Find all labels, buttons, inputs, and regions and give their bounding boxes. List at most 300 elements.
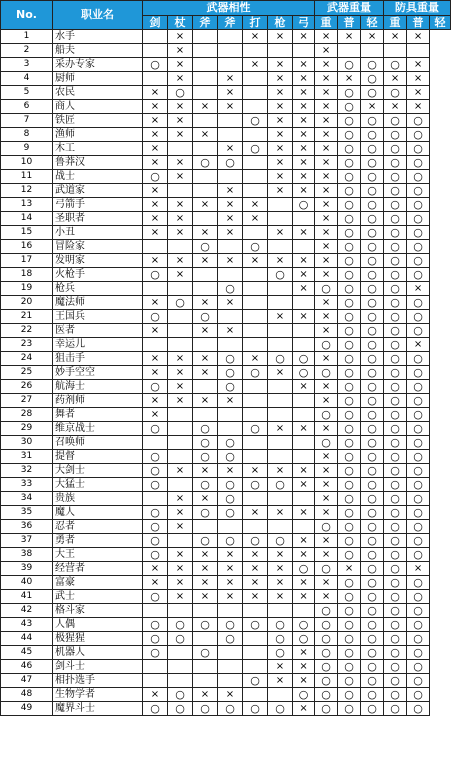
job-name: 商人 [53,100,143,114]
circle-mark: ○ [315,632,338,646]
circle-mark: ○ [384,366,407,380]
empty-cell [268,240,293,254]
empty-cell [168,422,193,436]
cross-mark: × [315,450,338,464]
empty-cell [218,128,243,142]
circle-mark: ○ [361,128,384,142]
job-name: 忍者 [53,520,143,534]
circle-mark: ○ [361,338,384,352]
cross-mark: × [293,380,315,394]
cross-mark: × [218,576,243,590]
circle-mark: ○ [407,548,430,562]
empty-cell [218,114,243,128]
circle-mark: ○ [293,632,315,646]
circle-mark: ○ [268,268,293,282]
circle-mark: ○ [361,366,384,380]
circle-mark: ○ [407,450,430,464]
circle-mark: ○ [268,646,293,660]
job-name: 维京战士 [53,422,143,436]
job-name: 航海士 [53,380,143,394]
empty-cell [168,282,193,296]
row-number: 8 [1,128,53,142]
circle-mark: ○ [384,576,407,590]
circle-mark: ○ [361,324,384,338]
cross-mark: × [143,212,168,226]
job-name: 机器人 [53,646,143,660]
job-name: 火枪手 [53,268,143,282]
empty-cell [407,44,430,58]
table-row [1,338,451,352]
table-row [1,436,451,450]
job-name: 铁匠 [53,114,143,128]
empty-cell [243,128,268,142]
table-row [1,212,451,226]
job-name: 大猛士 [53,478,143,492]
empty-cell [193,72,218,86]
circle-mark: ○ [315,646,338,660]
circle-mark: ○ [361,198,384,212]
cross-mark: × [193,366,218,380]
empty-cell [293,492,315,506]
empty-cell [268,450,293,464]
cross-mark: × [293,548,315,562]
job-name: 农民 [53,86,143,100]
job-name: 大王 [53,548,143,562]
circle-mark: ○ [384,184,407,198]
cross-mark: × [315,170,338,184]
row-number: 24 [1,352,53,366]
empty-cell [218,310,243,324]
circle-mark: ○ [168,702,193,716]
circle-mark: ○ [407,464,430,478]
circle-mark: ○ [243,366,268,380]
circle-mark: ○ [361,422,384,436]
cross-mark: × [338,30,361,44]
row-number: 10 [1,156,53,170]
circle-mark: ○ [315,674,338,688]
circle-mark: ○ [193,618,218,632]
cross-mark: × [168,492,193,506]
row-number: 42 [1,604,53,618]
circle-mark: ○ [168,86,193,100]
empty-cell [293,212,315,226]
row-number: 34 [1,492,53,506]
cross-mark: × [193,548,218,562]
circle-mark: ○ [361,282,384,296]
empty-cell [218,240,243,254]
circle-mark: ○ [218,506,243,520]
row-number: 17 [1,254,53,268]
empty-cell [143,240,168,254]
empty-cell [168,604,193,618]
circle-mark: ○ [293,366,315,380]
cross-mark: × [268,226,293,240]
row-number: 37 [1,534,53,548]
circle-mark: ○ [218,366,243,380]
cross-mark: × [361,100,384,114]
empty-cell [193,170,218,184]
circle-mark: ○ [338,450,361,464]
table-row [1,268,451,282]
job-name: 弓箭手 [53,198,143,212]
cross-mark: × [168,506,193,520]
circle-mark: ○ [218,156,243,170]
table-row [1,226,451,240]
cross-mark: × [218,86,243,100]
circle-mark: ○ [407,212,430,226]
circle-mark: ○ [361,478,384,492]
empty-cell [193,282,218,296]
cross-mark: × [143,408,168,422]
empty-cell [243,156,268,170]
table-row [1,562,451,576]
cross-mark: × [293,674,315,688]
circle-mark: ○ [407,226,430,240]
circle-mark: ○ [315,604,338,618]
cross-mark: × [407,562,430,576]
empty-cell [243,520,268,534]
empty-cell [243,268,268,282]
circle-mark: ○ [407,114,430,128]
circle-mark: ○ [361,254,384,268]
header-weapon-weight-2: 普 [338,16,361,30]
circle-mark: ○ [338,394,361,408]
cross-mark: × [193,226,218,240]
empty-cell [293,436,315,450]
cross-mark: × [243,58,268,72]
table-row [1,660,451,674]
circle-mark: ○ [361,618,384,632]
circle-mark: ○ [243,534,268,548]
header-armor-weight-2: 普 [407,16,430,30]
cross-mark: × [407,72,430,86]
circle-mark: ○ [407,170,430,184]
cross-mark: × [168,100,193,114]
circle-mark: ○ [338,520,361,534]
table-row [1,450,451,464]
empty-cell [193,604,218,618]
circle-mark: ○ [338,674,361,688]
empty-cell [293,338,315,352]
table-row [1,184,451,198]
job-name: 贵族 [53,492,143,506]
row-number: 9 [1,142,53,156]
empty-cell [243,296,268,310]
row-number: 28 [1,408,53,422]
cross-mark: × [315,58,338,72]
circle-mark: ○ [338,534,361,548]
circle-mark: ○ [243,618,268,632]
empty-cell [243,660,268,674]
circle-mark: ○ [243,478,268,492]
circle-mark: ○ [143,268,168,282]
cross-mark: × [168,352,193,366]
circle-mark: ○ [315,702,338,716]
circle-mark: ○ [315,660,338,674]
circle-mark: ○ [338,100,361,114]
circle-mark: ○ [338,240,361,254]
circle-mark: ○ [338,478,361,492]
cross-mark: × [315,114,338,128]
circle-mark: ○ [338,366,361,380]
circle-mark: ○ [384,338,407,352]
empty-cell [218,30,243,44]
circle-mark: ○ [384,324,407,338]
circle-mark: ○ [407,576,430,590]
row-number: 22 [1,324,53,338]
circle-mark: ○ [361,562,384,576]
cross-mark: × [143,576,168,590]
cross-mark: × [168,170,193,184]
circle-mark: ○ [218,450,243,464]
cross-mark: × [243,198,268,212]
empty-cell [168,450,193,464]
cross-mark: × [243,548,268,562]
circle-mark: ○ [384,86,407,100]
header-affinity-6: 枪 [268,16,293,30]
row-number: 41 [1,590,53,604]
row-number: 7 [1,114,53,128]
table-row [1,58,451,72]
circle-mark: ○ [384,212,407,226]
cross-mark: × [315,240,338,254]
circle-mark: ○ [407,254,430,268]
circle-mark: ○ [218,352,243,366]
table-header [1,1,451,30]
circle-mark: ○ [143,632,168,646]
circle-mark: ○ [315,408,338,422]
empty-cell [143,660,168,674]
empty-cell [168,674,193,688]
circle-mark: ○ [361,492,384,506]
circle-mark: ○ [218,436,243,450]
cross-mark: × [315,422,338,436]
circle-mark: ○ [407,604,430,618]
cross-mark: × [218,142,243,156]
cross-mark: × [243,576,268,590]
circle-mark: ○ [384,660,407,674]
circle-mark: ○ [315,688,338,702]
cross-mark: × [143,366,168,380]
cross-mark: × [268,170,293,184]
row-number: 26 [1,380,53,394]
circle-mark: ○ [407,436,430,450]
circle-mark: ○ [143,450,168,464]
circle-mark: ○ [338,296,361,310]
cross-mark: × [168,380,193,394]
circle-mark: ○ [384,464,407,478]
job-name: 采办专家 [53,58,143,72]
cross-mark: × [243,30,268,44]
circle-mark: ○ [361,534,384,548]
circle-mark: ○ [315,338,338,352]
cross-mark: × [218,212,243,226]
circle-mark: ○ [407,198,430,212]
circle-mark: ○ [361,226,384,240]
circle-mark: ○ [338,604,361,618]
circle-mark: ○ [407,422,430,436]
empty-cell [218,170,243,184]
empty-cell [243,310,268,324]
circle-mark: ○ [361,380,384,394]
cross-mark: × [193,352,218,366]
table-row [1,380,451,394]
empty-cell [168,408,193,422]
circle-mark: ○ [407,366,430,380]
cross-mark: × [168,520,193,534]
cross-mark: × [293,226,315,240]
empty-cell [193,30,218,44]
empty-cell [293,450,315,464]
cross-mark: × [168,114,193,128]
cross-mark: × [218,562,243,576]
empty-cell [218,674,243,688]
job-name: 召唤师 [53,436,143,450]
cross-mark: × [168,30,193,44]
cross-mark: × [268,254,293,268]
table-row [1,114,451,128]
circle-mark: ○ [361,296,384,310]
circle-mark: ○ [407,520,430,534]
empty-cell [143,72,168,86]
empty-cell [243,170,268,184]
cross-mark: × [193,128,218,142]
circle-mark: ○ [193,646,218,660]
circle-mark: ○ [218,534,243,548]
cross-mark: × [218,464,243,478]
circle-mark: ○ [338,618,361,632]
cross-mark: × [407,100,430,114]
circle-mark: ○ [218,618,243,632]
row-number: 2 [1,44,53,58]
circle-mark: ○ [384,674,407,688]
cross-mark: × [143,394,168,408]
circle-mark: ○ [193,478,218,492]
empty-cell [293,520,315,534]
cross-mark: × [293,464,315,478]
cross-mark: × [293,576,315,590]
circle-mark: ○ [384,492,407,506]
table-row [1,72,451,86]
cross-mark: × [293,184,315,198]
cross-mark: × [268,128,293,142]
empty-cell [268,212,293,226]
cross-mark: × [193,464,218,478]
empty-cell [168,240,193,254]
empty-cell [243,604,268,618]
circle-mark: ○ [361,576,384,590]
circle-mark: ○ [338,380,361,394]
header-armor-weight-3: 轻 [430,16,451,30]
circle-mark: ○ [384,548,407,562]
cross-mark: × [315,198,338,212]
header-affinity-1: 剑 [143,16,168,30]
empty-cell [338,44,361,58]
empty-cell [168,646,193,660]
empty-cell [168,436,193,450]
circle-mark: ○ [293,198,315,212]
circle-mark: ○ [268,352,293,366]
circle-mark: ○ [407,590,430,604]
cross-mark: × [293,114,315,128]
table-row [1,702,451,716]
empty-cell [243,632,268,646]
cross-mark: × [293,646,315,660]
header-armor-weight-1: 重 [384,16,407,30]
cross-mark: × [268,156,293,170]
circle-mark: ○ [338,548,361,562]
cross-mark: × [315,296,338,310]
row-number: 44 [1,632,53,646]
empty-cell [168,338,193,352]
circle-mark: ○ [143,310,168,324]
job-name: 极猩猩 [53,632,143,646]
cross-mark: × [268,590,293,604]
circle-mark: ○ [384,618,407,632]
job-name: 舞者 [53,408,143,422]
row-number: 46 [1,660,53,674]
row-number: 36 [1,520,53,534]
table-row [1,310,451,324]
circle-mark: ○ [193,506,218,520]
job-name: 药剂师 [53,394,143,408]
circle-mark: ○ [338,86,361,100]
cross-mark: × [293,128,315,142]
circle-mark: ○ [293,618,315,632]
circle-mark: ○ [407,380,430,394]
circle-mark: ○ [168,296,193,310]
circle-mark: ○ [361,310,384,324]
circle-mark: ○ [361,660,384,674]
circle-mark: ○ [193,702,218,716]
table-row [1,324,451,338]
circle-mark: ○ [384,604,407,618]
cross-mark: × [243,562,268,576]
cross-mark: × [168,72,193,86]
empty-cell [243,282,268,296]
row-number: 21 [1,310,53,324]
cross-mark: × [143,198,168,212]
row-number: 18 [1,268,53,282]
row-number: 16 [1,240,53,254]
row-number: 14 [1,212,53,226]
row-number: 35 [1,506,53,520]
empty-cell [218,58,243,72]
cross-mark: × [218,296,243,310]
job-name: 魔人 [53,506,143,520]
empty-cell [218,408,243,422]
row-number: 31 [1,450,53,464]
cross-mark: × [218,590,243,604]
cross-mark: × [218,394,243,408]
circle-mark: ○ [361,170,384,184]
cross-mark: × [268,674,293,688]
cross-mark: × [338,562,361,576]
empty-cell [293,44,315,58]
cross-mark: × [315,142,338,156]
job-name: 发明家 [53,254,143,268]
circle-mark: ○ [315,282,338,296]
cross-mark: × [218,100,243,114]
empty-cell [193,58,218,72]
job-name: 幸运儿 [53,338,143,352]
circle-mark: ○ [338,352,361,366]
circle-mark: ○ [243,114,268,128]
cross-mark: × [293,702,315,716]
circle-mark: ○ [407,310,430,324]
row-number: 29 [1,422,53,436]
circle-mark: ○ [243,422,268,436]
